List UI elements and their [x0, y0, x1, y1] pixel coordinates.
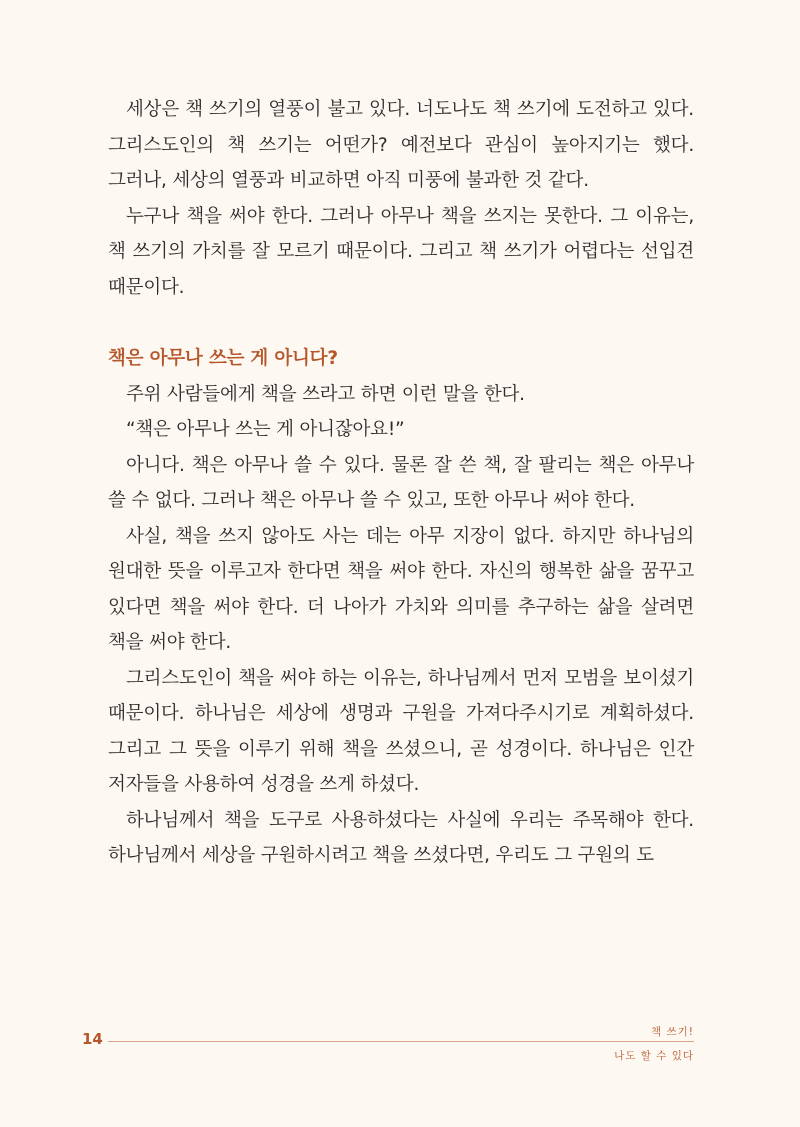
section-heading: 책은 아무나 쓰는 게 아니다?	[108, 348, 338, 369]
footer-divider	[108, 1041, 694, 1042]
body-paragraph: 하나님께서 책을 도구로 사용하셨다는 사실에 우리는 주목해야 한다. 하나님께서 세상을 구원하시려고 책을 쓰셨다면, 우리도 그 구원의 도	[108, 809, 694, 866]
section-spacer	[108, 305, 694, 341]
page-body	[108, 92, 694, 874]
body-paragraph: 그리스도인이 책을 써야 하는 이유는, 하나님께서 먼저 모범을 보이셨기 때문이다. 하나님은 세상에 생명과 구원을 가져다주시기로 계획하셨다. 그리고 그 뜻을 이루기 위해 책을 쓰셨으니, 곧 성경이다. 하나님은 인간 저자들을 사용하여 성경을 쓰게 하셨다.	[108, 667, 694, 795]
page-number: 14	[82, 1030, 103, 1048]
quote-paragraph: “책은 아무나 쓰는 게 아니잖아요!”	[126, 419, 405, 440]
body-paragraph: 주위 사람들에게 책을 쓰라고 하면 이런 말을 한다.	[126, 383, 525, 405]
body-paragraph: 사실, 책을 쓰지 않아도 사는 데는 아무 지장이 없다. 하지만 하나님의 원대한 뜻을 이루고자 한다면 책을 써야 한다. 자신의 행복한 삶을 꿈꾸고 있다면 책을 써야 한다. 더 나아가 가치와 의미를 추구하는 삶을 살려면 책을 써야 한다.	[108, 525, 694, 653]
running-title-line2: 나도 할 수 있다	[614, 1050, 694, 1062]
running-title-line1: 책 쓰기!	[651, 1026, 694, 1038]
body-paragraph: 누구나 책을 써야 한다. 그러나 아무나 책을 쓰지는 못한다. 그 이유는, 책 쓰기의 가치를 잘 모르기 때문이다. 그리고 책 쓰기가 어렵다는 선입견 때문이다.	[108, 205, 694, 298]
body-paragraph: 아니다. 책은 아무나 쓸 수 있다. 물론 잘 쓴 책, 잘 팔리는 책은 아무나 쓸 수 없다. 그러나 책은 아무나 쓸 수 있고, 또한 아무나 써야 한다.	[108, 454, 694, 511]
body-paragraph: 세상은 책 쓰기의 열풍이 불고 있다. 너도나도 책 쓰기에 도전하고 있다. 그리스도인의 책 쓰기는 어떤가? 예전보다 관심이 높아지기는 했다. 그러나, 세상의 열풍과 비교하면 아직 미풍에 불과한 것 같다.	[108, 99, 694, 191]
